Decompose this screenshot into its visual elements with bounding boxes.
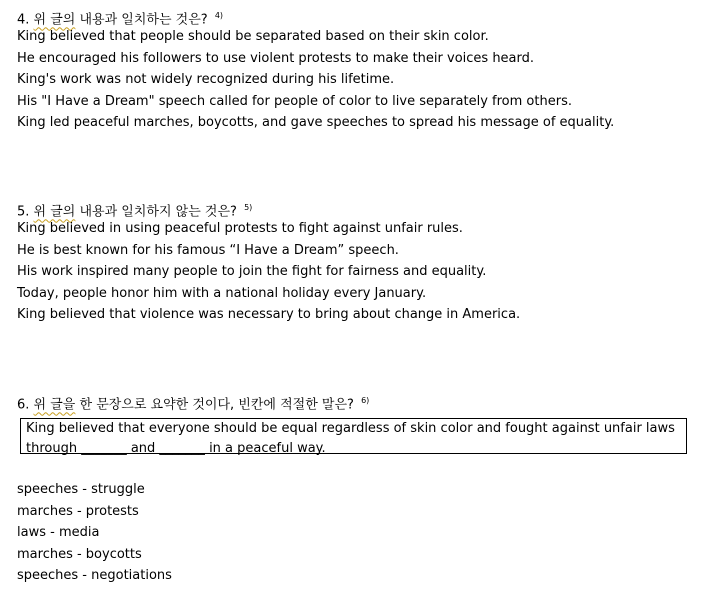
- choice-2: marches - protests: [17, 503, 139, 519]
- option-2: He is best known for his famous “I Have a Dream” speech.: [17, 242, 399, 258]
- footnote-marker: 4): [214, 11, 224, 20]
- choice-4: marches - boycotts: [17, 546, 142, 562]
- prompt-word: 위 글의: [33, 12, 76, 28]
- option-3: King's work was not widely recognized during his lifetime.: [17, 72, 395, 87]
- summary-line-1: King believed that everyone should be equal regardless of skin color and fought against unfair laws: [26, 421, 675, 436]
- prompt-word: 위 글의: [33, 204, 76, 220]
- question-5: [17, 197, 707, 326]
- question-number: 5.: [17, 204, 30, 220]
- option-1: King believed in using peaceful protests to fight against unfair rules.: [17, 221, 463, 236]
- summary-line-2: through _______ and _______ in a peaceful way.: [26, 441, 326, 456]
- option-5: King led peaceful marches, boycotts, and gave speeches to spread his message of equality.: [17, 115, 615, 130]
- option-2: He encouraged his followers to use violent protests to make their voices heard.: [17, 50, 535, 66]
- question-4: [17, 5, 707, 134]
- choice-3: laws - media: [17, 525, 100, 540]
- summary-box: [20, 418, 687, 454]
- prompt-word: 위 글을: [33, 397, 76, 413]
- prompt-text: 내용과 일치하는 것은?: [79, 12, 208, 28]
- footnote-marker: 6): [361, 396, 370, 405]
- footnote-marker: 5): [244, 203, 253, 212]
- prompt-text: 내용과 일치하지 않는 것은?: [79, 204, 237, 220]
- question-number: 6.: [17, 397, 30, 413]
- option-1: King believed that people should be separated based on their skin color.: [17, 29, 489, 44]
- question-6-header: [17, 390, 707, 411]
- question-5-header: [17, 197, 707, 218]
- question-number: 4.: [17, 12, 30, 28]
- choice-1: speeches - struggle: [17, 482, 145, 497]
- choice-5: speeches - negotiations: [17, 568, 172, 583]
- question-4-header: [17, 5, 707, 26]
- option-3: His work inspired many people to join the fight for fairness and equality.: [17, 264, 487, 279]
- question-6: [17, 390, 707, 411]
- option-4: Today, people honor him with a national holiday every January.: [17, 285, 427, 301]
- option-5: King believed that violence was necessary to bring about change in America.: [17, 307, 521, 322]
- prompt-text: 한 문장으로 요약한 것이다, 빈칸에 적절한 말은?: [79, 397, 354, 413]
- option-4: His "I Have a Dream" speech called for people of color to live separately from others.: [17, 93, 572, 109]
- answer-choices: [17, 479, 172, 587]
